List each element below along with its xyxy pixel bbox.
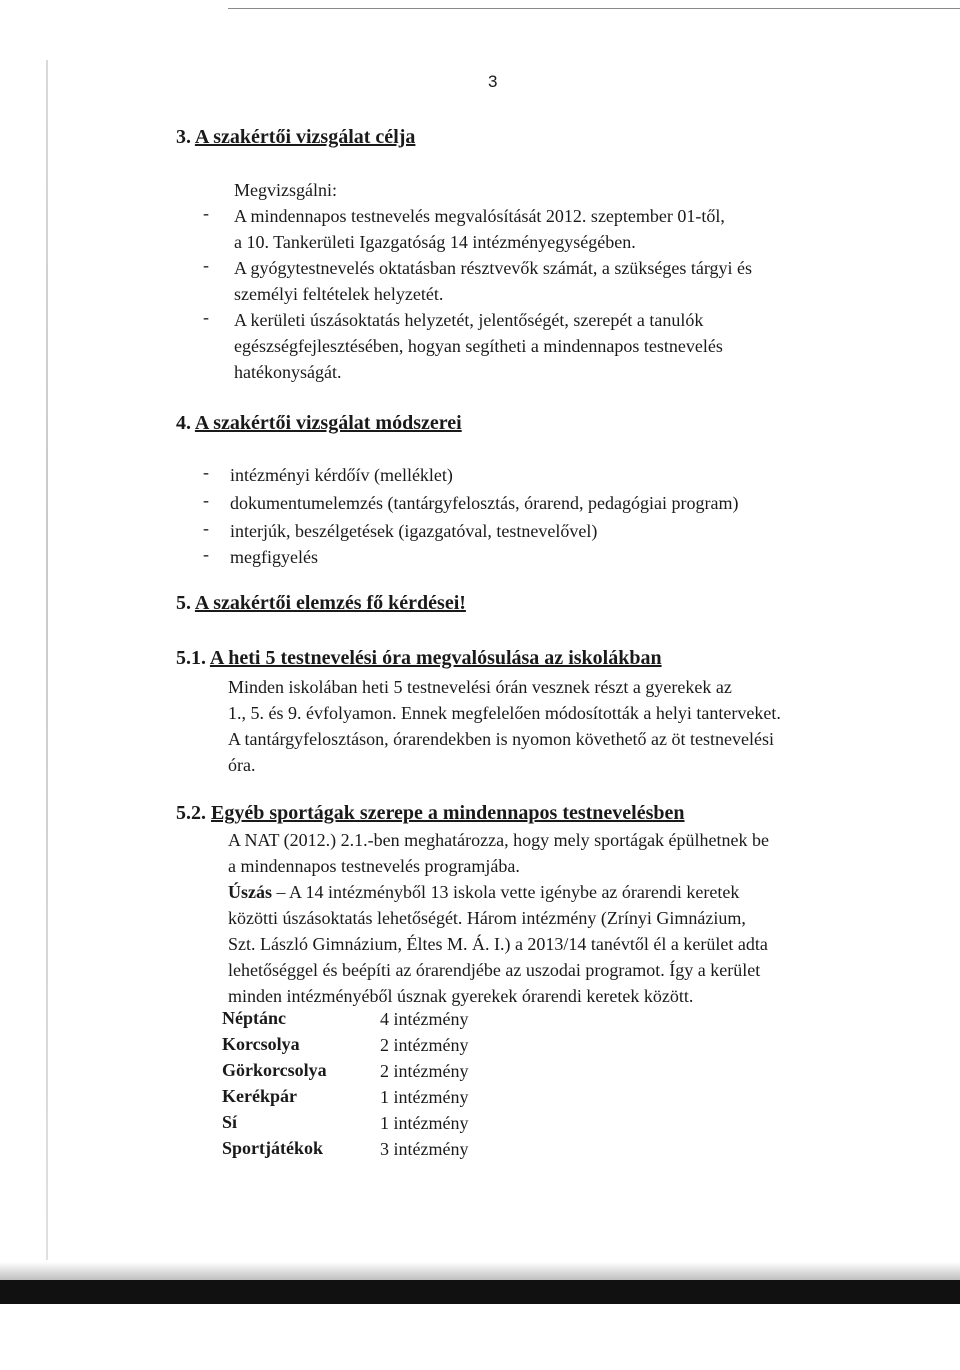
section-number: 4. [176,412,191,434]
section-title: A heti 5 testnevelési óra megvalósulása az iskolákban [209,647,662,669]
intro-text: Megvizsgálni: [234,180,337,200]
list-item: interjúk, beszélgetések (igazgatóval, testnevelővel) [230,521,598,541]
top-rule [228,8,960,9]
paragraph-line [228,879,739,905]
dash-bullet: - [203,307,209,327]
paragraph-line: A tantárgyfelosztáson, órarendekben is nyomon követhető az öt testnevelési [228,729,775,749]
section-number: 5. [176,592,191,614]
paragraph-line: közötti úszásoktatás lehetőségét. Három intézmény (Zrínyi Gimnázium, [228,908,746,928]
sport-count: 3 intézmény [380,1139,469,1159]
paragraph-line: minden intézményéből úsznak gyerekek órarendi keretek között. [228,986,694,1006]
paragraph-line: óra. [228,755,256,775]
list-item-line: személyi feltételek helyzetét. [234,284,444,304]
list-item-line: A mindennapos testnevelés megvalósítását 2012. szeptember 01-től, [234,206,725,226]
list-item-line: A kerületi úszásoktatás helyzetét, jelentőségét, szerepét a tanulók [234,310,704,330]
sport-count: 1 intézmény [380,1087,469,1107]
section-4-heading [176,412,462,435]
dash-bullet: - [203,490,209,510]
dash-bullet: - [203,255,209,275]
scan-edge [46,60,48,1260]
sport-name: Kerékpár [222,1086,297,1106]
scan-shadow [0,1262,960,1280]
section-3-heading [176,126,415,149]
section-number: 5.2. [176,802,206,824]
sport-name: Görkorcsolya [222,1060,327,1080]
sport-count: 1 intézmény [380,1113,469,1133]
swim-text: – A 14 intézményből 13 iskola vette igénybe az órarendi keretek [272,882,740,902]
scan-bottom-band [0,1280,960,1304]
sport-name: Korcsolya [222,1034,300,1054]
dash-bullet: - [203,544,209,564]
list-item: dokumentumelemzés (tantárgyfelosztás, órarend, pedagógiai program) [230,493,739,513]
sport-name: Néptánc [222,1008,286,1028]
paragraph-line: a mindennapos testnevelés programjába. [228,856,520,876]
dash-bullet: - [203,518,209,538]
paragraph-line: Szt. László Gimnázium, Éltes M. Á. I.) a 2013/14 tanévtől él a kerület adta [228,934,768,954]
list-item: megfigyelés [230,547,318,567]
list-item: intézményi kérdőív (melléklet) [230,465,453,485]
section-title: Egyéb sportágak szerepe a mindennapos testnevelésben [211,802,685,824]
sport-count: 4 intézmény [380,1009,469,1029]
dash-bullet: - [203,462,209,482]
section-number: 5.1. [176,647,206,669]
section-5-1-heading [176,647,662,670]
sport-name: Sportjátékok [222,1138,324,1158]
sport-count: 2 intézmény [380,1061,469,1081]
section-5-heading [176,592,466,615]
list-item-line: A gyógytestnevelés oktatásban résztvevők számát, a szükséges tárgyi és [234,258,753,278]
list-item-line: a 10. Tankerületi Igazgatóság 14 intézményegységében. [234,232,636,252]
list-item-line: hatékonyságát. [234,362,342,382]
paragraph-line: lehetőséggel és beépíti az órarendjébe az uszodai programot. Így a kerület [228,960,761,980]
section-5-2-heading [176,802,685,825]
paragraph-line: Minden iskolában heti 5 testnevelési órán vesznek részt a gyerekek az [228,677,732,697]
dash-bullet: - [203,203,209,223]
section-title: A szakértői vizsgálat módszerei [194,412,462,434]
sport-count: 2 intézmény [380,1035,469,1055]
paragraph-line: A NAT (2012.) 2.1.-ben meghatározza, hogy mely sportágak épülhetnek be [228,830,770,850]
swim-label: Úszás [228,882,272,902]
sport-name: Sí [222,1112,238,1132]
section-title: A szakértői vizsgálat célja [194,126,416,148]
section-number: 3. [176,126,191,148]
list-item-line: egészségfejlesztésében, hogyan segítheti a mindennapos testnevelés [234,336,723,356]
page-number: 3 [488,72,498,91]
section-title: A szakértői elemzés fő kérdései! [194,592,466,614]
paragraph-line: 1., 5. és 9. évfolyamon. Ennek megfelelően módosították a helyi tanterveket. [228,703,781,723]
